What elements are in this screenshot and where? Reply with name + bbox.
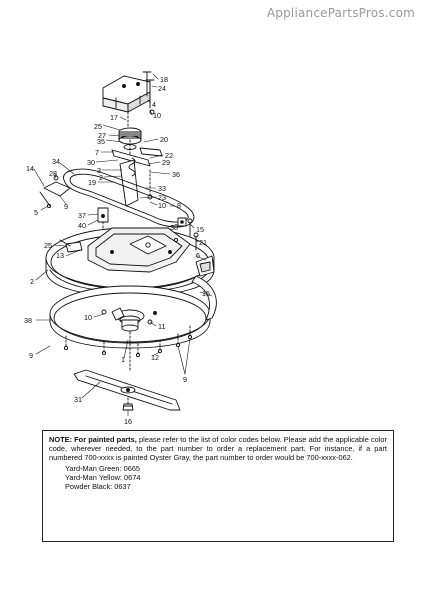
callout-9b: 9 [29,351,33,360]
callout-25: 25 [94,122,102,131]
callout-12: 12 [151,353,159,362]
color-code-item: Yard-Man Green: 0665 [65,463,141,473]
callout-16: 16 [124,417,132,426]
callout-35: 35 [97,137,105,146]
note-paragraph [49,435,387,463]
color-code-list [49,464,387,492]
callout-6: 6 [196,251,200,260]
callout-9c: 9 [183,375,187,384]
callout-3: 3 [97,166,101,175]
callout-7: 7 [95,148,99,157]
callout-17: 17 [110,113,118,122]
callout-19: 19 [88,178,96,187]
callout-24: 24 [158,84,166,93]
callout-9: 9 [64,202,68,211]
callout-31: 31 [74,395,82,404]
callout-8: 8 [177,201,181,210]
callout-30: 30 [87,158,95,167]
callout-20: 20 [160,135,168,144]
blade-bolt [123,398,133,410]
callout-13: 13 [56,251,64,260]
callout-25b: 25 [44,241,52,250]
callout-1: 1 [121,355,125,364]
callout-28: 28 [49,169,57,178]
note-heading: NOTE: For painted parts, [49,435,137,444]
callout-5: 5 [34,208,38,217]
callout-38b: 38 [24,316,32,325]
callout-10c: 10 [84,313,92,322]
callout-15b: 15 [202,289,210,298]
note-body: please refer to the list of color codes below. Please add the applicable color code, wherever needed, to the part number to order a replacement part. For instance, if a part numbered 700-xxxx is painted Oyster Gray, the part number to order would be 700-xxxx-062. [49,435,387,463]
callout-10b: 10 [158,201,166,210]
deck-baffle-ring [50,286,210,370]
callout-18: 18 [160,75,168,84]
callout-21: 21 [199,238,207,247]
color-code-item: Yard-Man Yellow: 0674 [65,472,141,482]
painted-parts-note [42,430,394,542]
callout-11: 11 [158,322,166,331]
watermark: AppliancePartsPros.com [266,6,415,20]
pulley-bracket [103,76,150,112]
callout-14: 14 [26,164,34,173]
color-code-item: Powder Black: 0637 [65,482,131,492]
callout-38: 38 [170,223,178,232]
callout-40: 40 [78,221,86,230]
callout-34: 34 [52,157,60,166]
callout-36: 36 [172,170,180,179]
callout-4: 4 [152,100,156,109]
callout-10: 10 [153,111,161,120]
callout-37: 37 [78,211,86,220]
callout-2: 2 [99,173,103,182]
callout-23: 23 [158,193,166,202]
callout-27: 27 [98,131,106,140]
callout-2b: 2 [30,277,34,286]
callout-29: 29 [162,158,170,167]
callout-33: 33 [158,184,166,193]
callout-22: 22 [165,151,173,160]
callout-15: 15 [196,225,204,234]
